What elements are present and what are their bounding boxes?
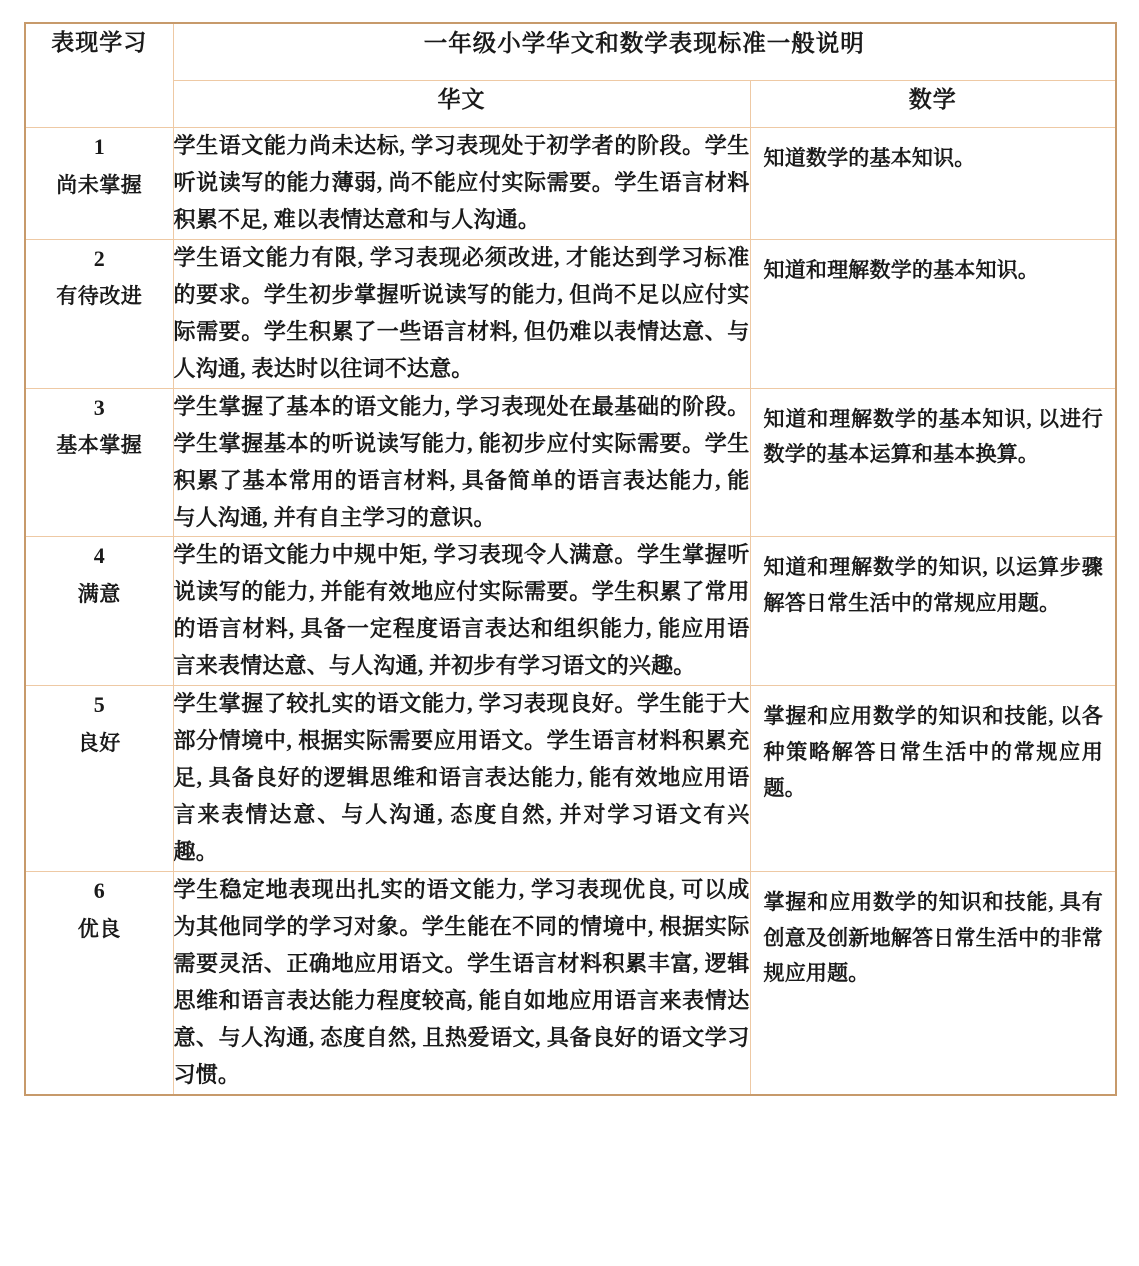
table-row	[25, 128, 1116, 240]
header-subject-math: 数学	[750, 81, 1116, 128]
table-row	[25, 686, 1116, 872]
table-header-row-title	[25, 23, 1116, 81]
header-level-column: 表现学习	[25, 23, 173, 128]
level-cell	[25, 239, 173, 388]
table-row	[25, 388, 1116, 537]
chinese-description: 学生语文能力有限, 学习表现必须改进, 才能达到学习标准的要求。学生初步掌握听说读写的能力, 但尚不足以应付实际需要。学生积累了一些语言材料, 但仍难以表情达意、与人沟通, 表达时以往词不达意。	[173, 239, 750, 388]
level-name: 基本掌握	[56, 433, 143, 458]
math-description: 知道数学的基本知识。	[750, 128, 1116, 240]
level-name: 满意	[77, 581, 121, 606]
level-cell	[25, 537, 173, 686]
math-description: 掌握和应用数学的知识和技能, 以各种策略解答日常生活中的常规应用题。	[750, 686, 1116, 872]
table-row	[25, 239, 1116, 388]
level-cell	[25, 128, 173, 240]
math-description: 知道和理解数学的知识, 以运算步骤解答日常生活中的常规应用题。	[750, 537, 1116, 686]
level-number: 3	[93, 394, 105, 420]
table-row	[25, 872, 1116, 1095]
level-number: 4	[93, 543, 105, 569]
level-number: 5	[93, 692, 105, 718]
chinese-description: 学生掌握了基本的语文能力, 学习表现处在最基础的阶段。学生掌握基本的听说读写能力, 能初步应付实际需要。学生积累了基本常用的语言材料, 具备简单的语言表达能力, 能与人沟通, 并有自主学习的意识。	[173, 388, 750, 537]
math-description: 知道和理解数学的基本知识, 以进行数学的基本运算和基本换算。	[750, 388, 1116, 537]
header-main-title: 一年级小学华文和数学表现标准一般说明	[173, 23, 1116, 81]
level-number: 1	[93, 134, 105, 159]
level-cell	[25, 686, 173, 872]
level-number: 6	[93, 878, 105, 904]
level-cell	[25, 872, 173, 1095]
chinese-description: 学生的语文能力中规中矩, 学习表现令人满意。学生掌握听说读写的能力, 并能有效地应付实际需要。学生积累了常用的语言材料, 具备一定程度语言表达和组织能力, 能应用语言来表情达意、与人沟通, 并初步有学习语文的兴趣。	[173, 537, 750, 686]
performance-standards-table	[24, 22, 1117, 1096]
level-name: 尚未掌握	[56, 172, 143, 197]
level-number: 2	[93, 245, 105, 271]
level-cell	[25, 388, 173, 537]
header-subject-chinese: 华文	[173, 81, 750, 128]
math-description: 知道和理解数学的基本知识。	[750, 239, 1116, 388]
level-name: 良好	[77, 730, 121, 755]
math-description: 掌握和应用数学的知识和技能, 具有创意及创新地解答日常生活中的非常规应用题。	[750, 872, 1116, 1095]
chinese-description: 学生语文能力尚未达标, 学习表现处于初学者的阶段。学生听说读写的能力薄弱, 尚不能应付实际需要。学生语言材料积累不足, 难以表情达意和与人沟通。	[173, 128, 750, 240]
table-header-row-subjects	[25, 81, 1116, 128]
level-name: 有待改进	[56, 284, 143, 309]
level-name: 优良	[77, 916, 121, 941]
table-body	[25, 128, 1116, 1095]
chinese-description: 学生掌握了较扎实的语文能力, 学习表现良好。学生能于大部分情境中, 根据实际需要应用语文。学生语言材料积累充足, 具备良好的逻辑思维和语言表达能力, 能有效地应用语言来表情达意、与人沟通, 态度自然, 并对学习语文有兴趣。	[173, 686, 750, 872]
table-row	[25, 537, 1116, 686]
table-header	[25, 23, 1116, 128]
chinese-description: 学生稳定地表现出扎实的语文能力, 学习表现优良, 可以成为其他同学的学习对象。学生能在不同的情境中, 根据实际需要灵活、正确地应用语文。学生语言材料积累丰富, 逻辑思维和语言表达能力程度较高, 能自如地应用语言来表情达意、与人沟通, 态度自然, 且热爱语文, 具备良好的语文学习习惯。	[173, 872, 750, 1095]
